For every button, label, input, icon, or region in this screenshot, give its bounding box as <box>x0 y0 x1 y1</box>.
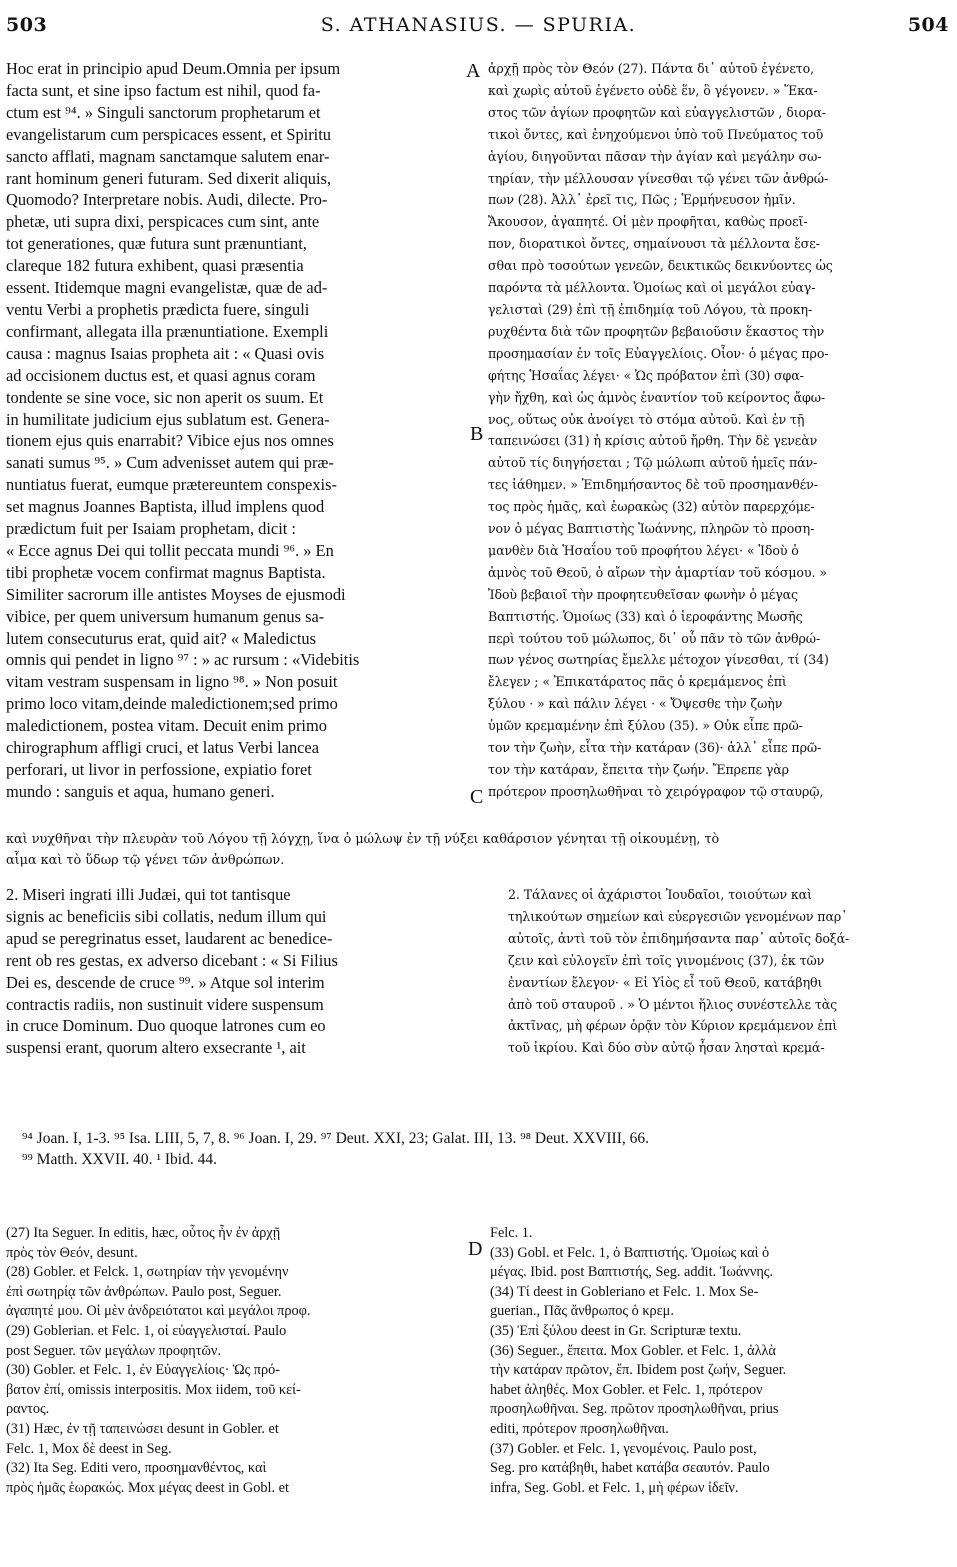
latin-column-section-2: 2. Miseri ingrati illi Judæi, qui tot tantisque signis ac beneficiis sibi collatis, nedum illum qui apud se peregrinatus esset, laudarent ac benedice- rent ob res gestas, ex adverso dicebant : « Si Filius Dei es, descende de cruce ⁹⁹. » Atque sol interim contractis radiis, non sustinuit videre suspensum in cruce Dominum. Duo quoque latrones cum eo suspensi erant, quorum altero exsecrante ¹, ait <box>6 885 338 1058</box>
latin-column-section-1: Hoc erat in principio apud Deum.Omnia per ipsum facta sunt, et sine ipso factum est nihil, quod fa- ctum est ⁹⁴. » Singuli sanctorum prophetarum et evangelistarum cum perspicaces essent, et Spiritu sancto afflati, magnam sanctamque salutem enar- rant hominum generi futuram. Sed dixerit aliquis, Quomodo? Interpretare nobis. Audi, dilecte. Pro- phetæ, uti supra dixi, perspicaces cum sint, ante tot generationes, quæ futura sunt prænuntiant, clareque 182 futura exhibent, quasi præsentia essent. Itidemque magni evangelistæ, quæ de ad- ventu Verbi a prophetis prædicta fuere, singuli confirmant, allegata illa prænuntiatione. Exempli causa : magnus Isaias propheta ait : « Quasi ovis ad occisionem ductus est, et quasi agnus coram tondente se sine voce, sic non aperit os suum. Et in humilitate judicium ejus sublatum est. Genera- tionem ejus quis enarrabit? Vibice ejus nos omnes sanati sumus ⁹⁵. » Cum advenisset autem qui præ- nuntiatus fuerat, eumque prætereuntem conspexis- set magnus Joannes Baptista, illud implens quod prædictum fuit per Isaiam prophetam, dicit : « Ecce agnus Dei qui tollit peccata mundi ⁹⁶. » En tibi prophetæ vocem confirmat magnus Baptista. Similiter sacrorum ille antistes Moyses de ejusmodi vibice, per quem universum humanum genus sa- lutem consecuturus erat, quid ait? « Maledictus omnis qui pendet in ligno ⁹⁷ : » ac rursum : «Videbitis vitam vestram suspensam in ligno ⁹⁸. » Non posuit primo loco vitam,deinde maledictionem;sed primo maledictionem, postea vitam. Decuit enim primo chirographum affligi cruci, et latus Verbi lancea perforari, ut livor in perfossione, expiatio foret mundo : sanguis et aqua, humano generi. <box>6 59 360 801</box>
left-page-number: 503 <box>6 14 48 36</box>
greek-full-width-lines: καὶ νυχθῆναι τὴν πλευρὰν τοῦ Λόγου τῇ λόγχῃ, ἵνα ὁ μώλωψ ἐν τῇ νύξει καθάρσιον γένηται τῇ οἰκουμένῃ, τὸ αἷμα καὶ τὸ ὕδωρ τῷ γένει τῶν ἀνθρώπων. <box>6 832 720 868</box>
critical-notes-right: Felc. 1. (33) Gobl. et Felc. 1, ὁ Βαπτιστής. Ὁμοίως καὶ ὁ μέγας. Ibid. post Βαπτιστής, Seg. addit. Ἰωάννης. (34) Τί deest in Gobleriano et Felc. 1. Mox Se- guerian., Πᾶς ἄνθρωπος ὁ κρεμ. (35) Ἐπὶ ξύλου deest in Gr. Scripturæ textu. (36) Seguer., ἔπειτα. Mox Gobler. et Felc. 1, ἀλλὰ τὴν κατάραν πρῶτον, ἔπ. Ibidem post ζωήν, Seguer. habet ἀληθές. Mox Gobler. et Felc. 1, πρότερον προσηλωθῆναι. Seg. πρῶτον προσηλωθῆναι, prius editi, πρότερον προσηλωθῆναι. (37) Gobler. et Felc. 1, γενομένοις. Paulo post, Seg. pro κατάβηθι, habet κατάβα σεαυτόν. Paulo infra, Seg. Gobl. et Felc. 1, μὴ φέρων ἰδεῖν. <box>490 1225 787 1496</box>
greek-column-section-2: 2. Τάλανες οἱ ἀχάριστοι Ἰουδαῖοι, τοιούτων καὶ τηλικούτων σημείων καὶ εὐεργεσιῶν γενομένων παρ᾽ αὐτοῖς, ἀντὶ τοῦ τὸν ἐπιδημήσαντα παρ᾽ αὐτοῖς δοξά- ζειν καὶ εὐλογεῖν ἐπὶ τοῖς γινομένοις (37), ἐκ τῶν ἐναντίων ἔλεγον· « Εἰ Υἱὸς εἶ τοῦ Θεοῦ, κατάβηθι ἀπὸ τοῦ σταυροῦ . » Ὁ μέντοι ἥλιος συνέστελλε τὰς ἀκτῖνας, μὴ φέρων ὁρᾷν τὸν Κύριον κρεμάμενον ἐπὶ τοῦ ἰκρίου. Καὶ δύο σὺν αὐτῷ ἦσαν λησταὶ κρεμά- <box>508 887 850 1056</box>
greek-column-section-1: ἀρχῇ πρὸς τὸν Θεόν (27). Πάντα δι᾽ αὐτοῦ ἐγένετο, καὶ χωρὶς αὐτοῦ ἐγένετο οὐδὲ ἕν, ὃ γέγονεν. » Ἕκα- στος τῶν ἁγίων προφητῶν καὶ εὐαγγελιστῶν , διορα- τικοὶ ὄντες, καὶ ἐνηχούμενοι ὑπὸ τοῦ Πνεύματος τοῦ ἁγίου, διηγοῦνται πᾶσαν τὴν ἁγίαν καὶ μεγάλην σω- τηρίαν, τὴν μέλλουσαν γίνεσθαι τῷ γένει τῶν ἀνθρώ- πων (28). Ἀλλ᾽ ἐρεῖ τις, Πῶς ; Ἑρμήνευσον ἡμῖν. Ἄκουσον, ἀγαπητέ. Οἱ μὲν προφῆται, καθὼς προεῖ- πον, διορατικοὶ ὄντες, σημαίνουσι τὰ μέλλοντα ἔσε- σθαι πρὸ τοσούτων γενεῶν, δεικτικῶς δεικνύοντες ὡς παρόντα τὰ μέλλοντα. Ὁμοίως καὶ οἱ μεγάλοι εὐαγ- γελισταὶ (29) ἐπὶ τῇ ἐπιδημίᾳ τοῦ Λόγου, τὰ προκη- ρυχθέντα διὰ τῶν προφητῶν βεβαιοῦσιν ἕκαστος τὴν προσημασίαν ἐν τοῖς Εὐαγγελίοις. Οἷον· ὁ μέγας προ- φήτης Ἡσαΐας λέγει· « Ὡς πρόβατον ἐπὶ (30) σφα- γὴν ἤχθη, καὶ ὡς ἀμνὸς ἐναντίον τοῦ κείροντος ἄφω- νος, οὕτως οὐκ ἀνοίγει τὸ στόμα αὐτοῦ. Καὶ ἐν τῇ ταπεινώσει (31) ἡ κρίσις αὐτοῦ ἤρθη. Τὴν δὲ γενεὰν αὐτοῦ τίς διηγήσεται ; Τῷ μώλωπι αὐτοῦ ἡμεῖς πάν- τες ἰάθημεν. » Ἐπιδημήσαντος δὲ τοῦ προσημανθέν- τος πρὸς ἡμᾶς, καὶ ἑωρακὼς (32) αὐτὸν παρερχόμε- νον ὁ μέγας Βαπτιστὴς Ἰωάννης, πληρῶν τὸ προση- μανθὲν διὰ Ἡσαΐου τοῦ προφήτου λέγει· « Ἰδοὺ ὁ ἀμνὸς τοῦ Θεοῦ, ὁ αἴρων τὴν ἁμαρτίαν τοῦ κόσμου. » Ἰδοὺ βεβαιοῖ τὴν προφητευθεῖσαν φωνὴν ὁ μέγας Βαπτιστής. Ὁμοίως (33) καὶ ὁ ἱεροφάντης Μωσῆς περὶ τούτου τοῦ μώλωπος, δι᾽ οὗ πᾶν τὸ τῶν ἀνθρώ- πων γένος σωτηρίας ἔμελλε μέτοχον γίνεσθαι, τί (34) ἔλεγεν ; « Ἐπικατάρατος πᾶς ὁ κρεμάμενος ἐπὶ ξύλου · » καὶ πάλιν λέγει · « Ὄψεσθε τὴν ζωὴν ὑμῶν κρεμαμένην ἐπὶ ξύλου (35). » Οὐκ εἶπε πρῶ- τον τὴν ζωὴν, εἶτα τὴν κατάραν (36)· ἀλλ᾽ εἶπε πρῶ- τον τὴν κατάραν, ἔπειτα τὴν ζωήν. Ἔπρεπε γὰρ πρότερον προσηλωθῆναι τὸ χειρόγραφον τῷ σταυρῷ, <box>488 61 833 799</box>
margin-marker-c: C <box>470 786 484 808</box>
margin-marker-b: B <box>470 423 484 445</box>
scripture-footnotes: ⁹⁴ Joan. I, 1-3. ⁹⁵ Isa. LIII, 5, 7, 8. ⁹⁶ Joan. I, 29. ⁹⁷ Deut. XXI, 23; Galat. III, 13. ⁹⁸ Deut. XXVIII, 66. ⁹⁹ Matth. XXVII. 40. ¹ Ibid. 44. <box>22 1130 649 1168</box>
margin-marker-a: A <box>466 60 481 82</box>
margin-marker-d: D <box>468 1238 483 1260</box>
running-title: S. ATHANASIUS. — SPURIA. <box>320 14 637 36</box>
critical-notes-left: (27) Ita Seguer. In editis, hæc, οὗτος ἦν ἐν ἀρχῇ πρὸς τὸν Θεόν, desunt. (28) Gobler. et Felck. 1, σωτηρίαν τὴν γενομένην ἐπὶ σωτηρίᾳ τῶν ἀνθρώπων. Paulo post, Seguer. ἀγαπητέ μου. Οἱ μὲν ἀνδρειότατοι καὶ μεγάλοι προφ. (29) Goblerian. et Felc. 1, οἱ εὐαγγελισταί. Paulo post Seguer. τῶν μεγάλων προφητῶν. (30) Gobler. et Felc. 1, ἐν Εὐαγγελίοις· Ὡς πρό- βατον ἐπί, omissis interpositis. Mox iidem, τοῦ κεί- ραντος. (31) Hæc, ἐν τῇ ταπεινώσει desunt in Gobler. et Felc. 1, Mox δὲ deest in Seg. (32) Ita Seg. Editi vero, προσημανθέντος, καὶ πρὸς ἡμᾶς ἑωρακώς. Mox μέγας deest in Gobl. et <box>6 1225 311 1496</box>
right-page-number: 504 <box>907 14 949 36</box>
